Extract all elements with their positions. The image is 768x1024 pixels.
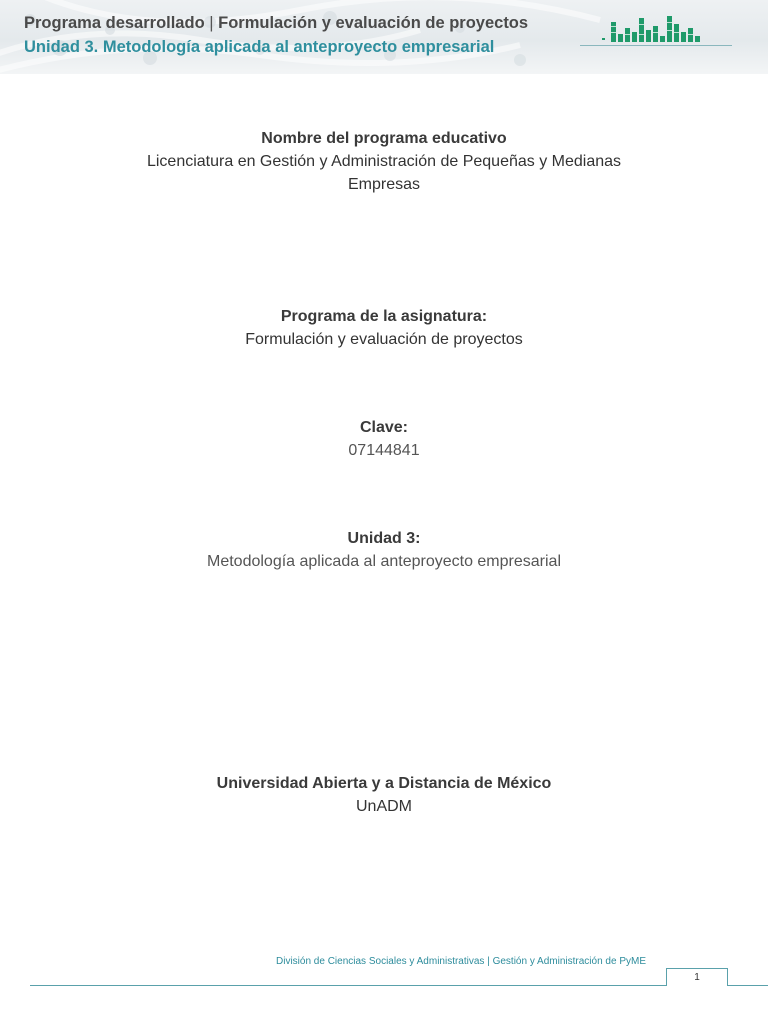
program-section [100, 127, 668, 196]
subject-heading: Programa de la asignatura: [280, 308, 488, 325]
header-program-label: Programa desarrollado [24, 14, 205, 32]
header-program-title [24, 14, 528, 33]
header-rule [580, 45, 732, 46]
program-name-line1: Licenciatura en Gestión y Administración de Pequeñas y Medianas [146, 153, 622, 170]
university-name: Universidad Abierta y a Distancia de México [216, 775, 552, 792]
page-number: 1 [666, 968, 728, 986]
subject-section [100, 305, 668, 351]
program-heading: Nombre del programa educativo [261, 130, 507, 147]
key-value: 07144841 [348, 442, 420, 459]
university-section [100, 772, 668, 818]
key-heading: Clave: [359, 419, 409, 436]
footer-division-text: División de Ciencias Sociales y Administrativas | Gestión y Administración de PyME [276, 956, 646, 967]
unit-name: Metodología aplicada al anteproyecto empresarial [207, 553, 561, 570]
unit-section [100, 527, 668, 573]
header-course-label: Formulación y evaluación de proyectos [218, 14, 529, 32]
key-section [100, 416, 668, 462]
unit-heading: Unidad 3: [347, 530, 421, 547]
logo-bars-icon [600, 12, 704, 44]
header-separator: | [209, 14, 214, 32]
page-header [0, 0, 768, 74]
header-unit-title: Unidad 3. Metodología aplicada al anteproyecto empresarial [24, 38, 495, 56]
university-acronym: UnADM [355, 798, 412, 815]
footer-rule [30, 985, 768, 986]
subject-name: Formulación y evaluación de proyectos [245, 331, 523, 348]
program-name-line2: Empresas [347, 176, 421, 193]
